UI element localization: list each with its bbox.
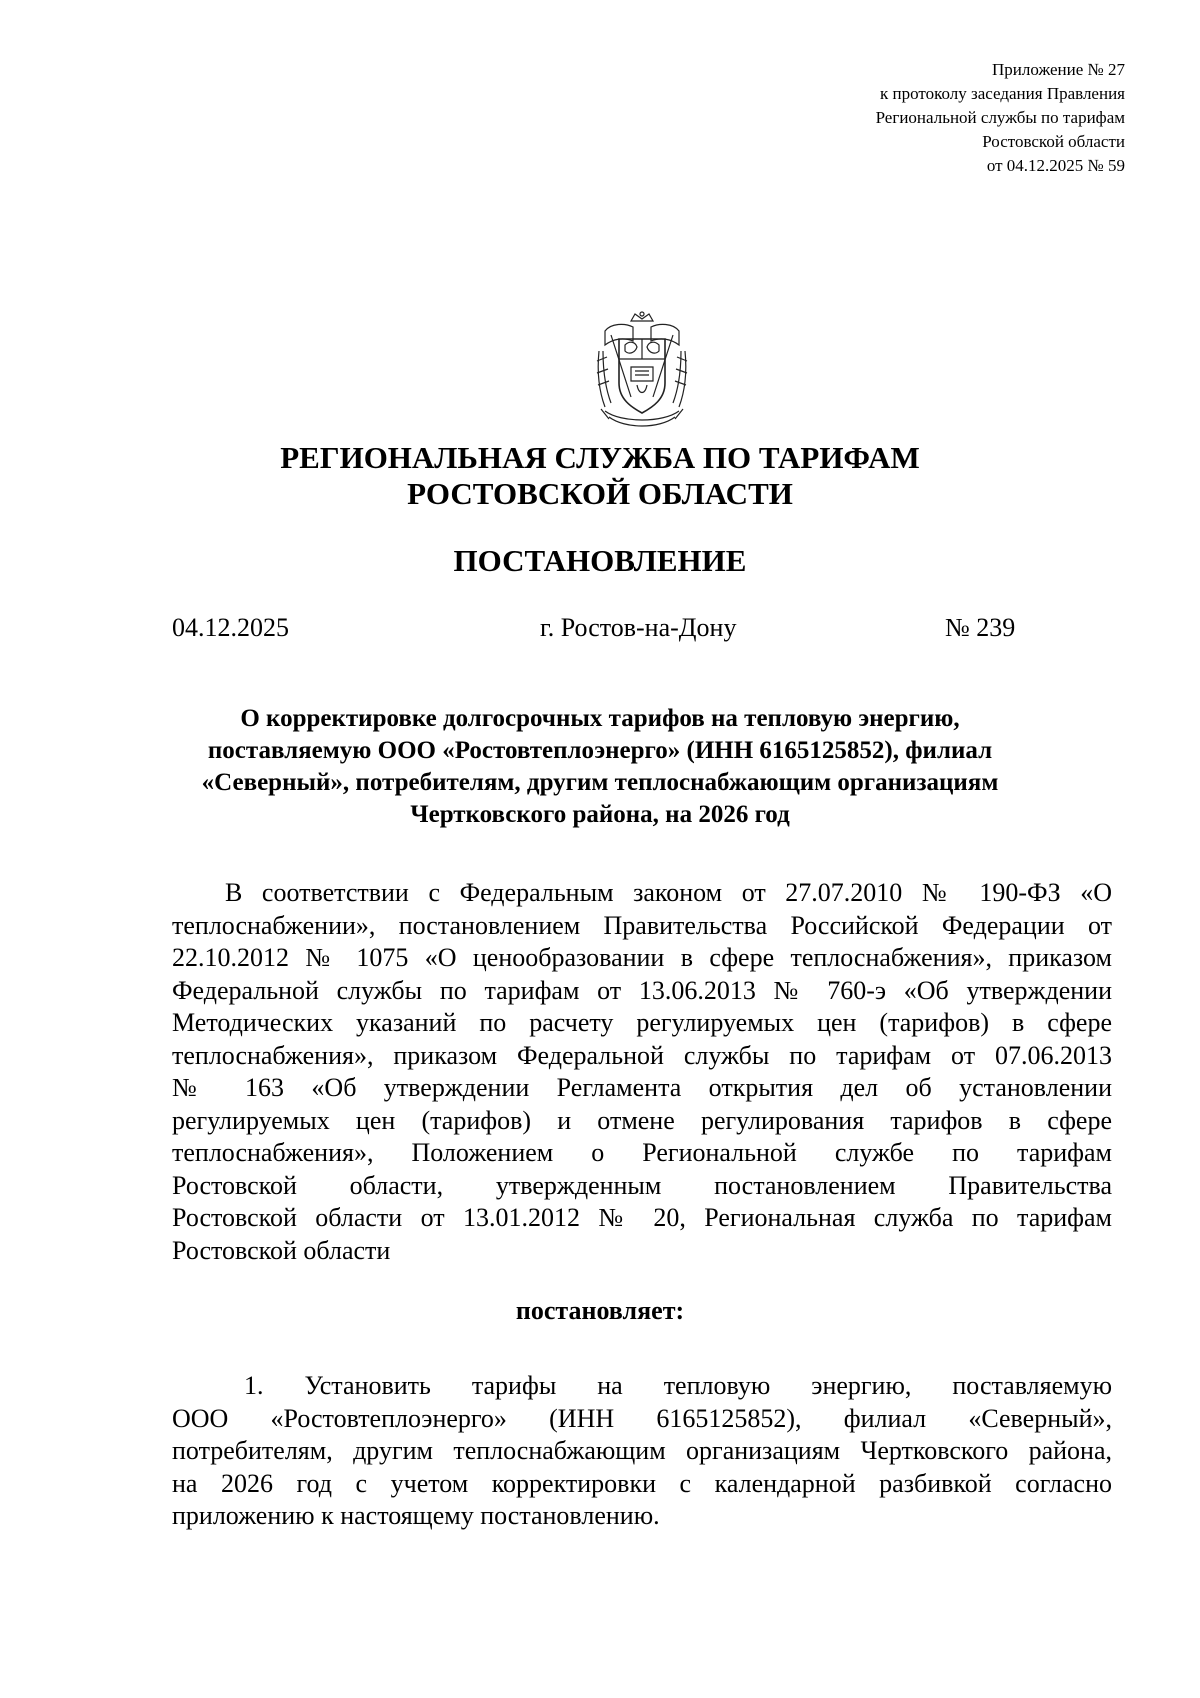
document-number: № 239 (945, 613, 1016, 642)
appendix-line: к протоколу заседания Правления (880, 84, 1125, 103)
preamble-line: Федеральной службы по тарифам от 13.06.2013 № 760-э «Об утверждении (172, 975, 1112, 1005)
subject-line: «Северный», потребителям, другим теплоснабжающим организациям (201, 769, 999, 796)
appendix-line: Ростовской области (982, 132, 1125, 151)
document-type-title: ПОСТАНОВЛЕНИЕ (453, 543, 747, 578)
preamble-paragraph (172, 877, 1112, 1267)
agency-name-line: РЕГИОНАЛЬНАЯ СЛУЖБА ПО ТАРИФАМ (280, 440, 920, 475)
rostov-oblast-coat-of-arms-icon (591, 311, 693, 431)
subject-line: поставляемую ООО «Ростовтеплоэнерго» (ИНН 6165125852), филиал (207, 737, 993, 764)
preamble-line: 22.10.2012 № 1075 «О ценообразовании в сфере теплоснабжения», приказом (172, 943, 1112, 972)
subject-line: О корректировке долгосрочных тарифов на тепловую энергию, (240, 705, 960, 732)
agency-name-line: РОСТОВСКОЙ ОБЛАСТИ (407, 476, 793, 511)
resolves-heading: постановляет: (515, 1296, 685, 1325)
document-date: 04.12.2025 (172, 613, 289, 642)
appendix-line: Региональной службы по тарифам (875, 108, 1125, 127)
appendix-line: Приложение № 27 (992, 60, 1125, 79)
preamble-line: Ростовской области от 13.01.2012 № 20, Региональная служба по тарифам (172, 1203, 1112, 1232)
document-city: г. Ростов-на-Дону (540, 613, 737, 642)
preamble-line: регулируемых цен (тарифов) и отмене регулирования тарифов в сфере (172, 1105, 1112, 1135)
preamble-line: теплоснабжения», приказом Федеральной службы по тарифам от 07.06.2013 (172, 1040, 1112, 1070)
appendix-line: от 04.12.2025 № 59 (986, 156, 1125, 175)
preamble-line: Ростовской области (172, 1235, 391, 1265)
preamble-line: В соответствии с Федеральным законом от 27.07.2010 № 190-ФЗ «О (225, 878, 1112, 907)
appendix-reference (876, 58, 1125, 178)
item-line: потребителям, другим теплоснабжающим организациям Чертковского района, (172, 1436, 1112, 1465)
item-line: ООО «Ростовтеплоэнерго» (ИНН 6165125852), филиал «Северный», (172, 1403, 1112, 1433)
item-line: 1. Установить тарифы на тепловую энергию, поставляемую (244, 1371, 1112, 1400)
resolution-item-1 (172, 1370, 1112, 1533)
preamble-line: теплоснабжении», постановлением Правительства Российской Федерации от (172, 910, 1112, 940)
preamble-line: Методических указаний по расчету регулируемых цен (тарифов) в сфере (172, 1008, 1112, 1037)
preamble-line: Ростовской области, утвержденным постановлением Правительства (172, 1170, 1112, 1200)
document-subject (150, 703, 1050, 831)
agency-name (0, 440, 1200, 512)
item-line: на 2026 год с учетом корректировки с календарной разбивкой согласно (172, 1468, 1112, 1498)
item-line: приложению к настоящему постановлению. (172, 1501, 660, 1530)
preamble-line: теплоснабжения», Положением о Региональной службе по тарифам (172, 1138, 1112, 1167)
preamble-line: № 163 «Об утверждении Регламента открытия дел об установлении (172, 1073, 1112, 1102)
subject-line: Чертковского района, на 2026 год (410, 801, 790, 828)
